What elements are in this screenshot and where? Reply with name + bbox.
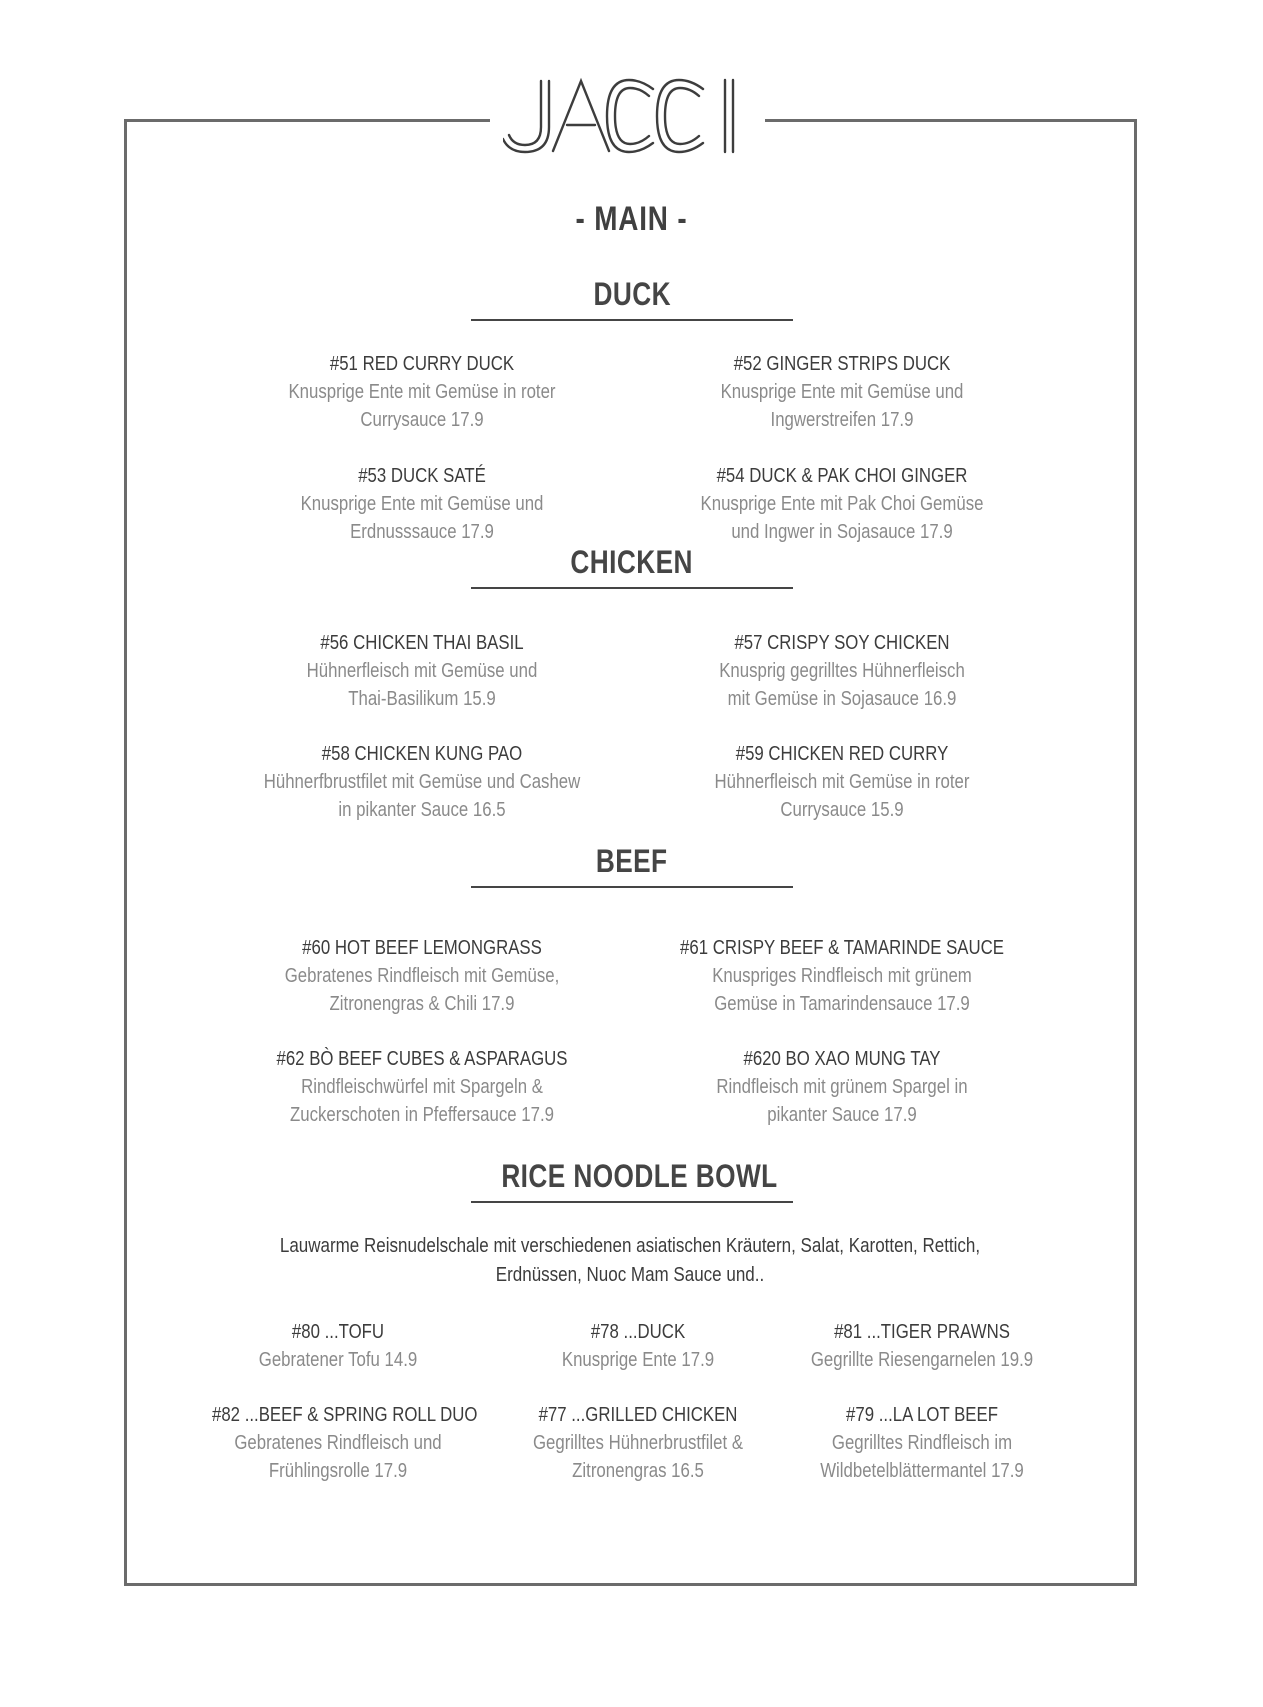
section-title: DUCK bbox=[593, 276, 671, 312]
item-description: Frühlingsrolle 17.9 bbox=[268, 1460, 408, 1482]
menu-item bbox=[488, 1318, 788, 1374]
item-description: Wildbetelblättermantel 17.9 bbox=[820, 1460, 1024, 1482]
item-name: #81 ...TIGER PRAWNS bbox=[834, 1321, 1010, 1343]
item-description: Knuspriges Rindfleisch mit grünem bbox=[712, 965, 972, 987]
item-name: #51 RED CURRY DUCK bbox=[329, 353, 515, 375]
section-title: BEEF bbox=[596, 843, 668, 879]
section-divider bbox=[471, 587, 793, 589]
item-description: Currysauce 15.9 bbox=[780, 799, 904, 821]
menu-item bbox=[632, 629, 1052, 713]
item-name: #59 CHICKEN RED CURRY bbox=[735, 743, 949, 765]
menu-item bbox=[488, 1401, 788, 1485]
item-name: #62 BÒ BEEF CUBES & ASPARAGUS bbox=[276, 1048, 568, 1070]
section-title: RICE NOODLE BOWL bbox=[501, 1158, 778, 1194]
menu-item bbox=[212, 350, 632, 434]
item-description: Erdnusssauce 17.9 bbox=[350, 521, 494, 543]
item-description: Gegrilltes Hühnerbrustfilet & bbox=[532, 1432, 744, 1454]
item-description: Zuckerschoten in Pfeffersauce 17.9 bbox=[290, 1104, 554, 1126]
item-description: Rindfleischwürfel mit Spargeln & bbox=[301, 1076, 543, 1098]
menu-item bbox=[632, 462, 1052, 546]
item-description: Zitronengras & Chili 17.9 bbox=[329, 993, 515, 1015]
menu-item bbox=[632, 350, 1052, 434]
menu-item bbox=[212, 740, 632, 824]
section-header-chicken bbox=[471, 544, 793, 589]
item-description: Rindfleisch mit grünem Spargel in bbox=[716, 1076, 968, 1098]
item-description: Hühnerfbrustfilet mit Gemüse und Cashew bbox=[263, 771, 581, 793]
section-header-rice-noodle-bowl bbox=[471, 1158, 793, 1203]
item-name: #54 DUCK & PAK CHOI GINGER bbox=[716, 465, 968, 487]
menu-item bbox=[632, 1045, 1052, 1129]
item-description: Gebratener Tofu 14.9 bbox=[258, 1349, 418, 1371]
item-description: Thai-Basilikum 15.9 bbox=[348, 688, 496, 710]
item-name: #61 CRISPY BEEF & TAMARINDE SAUCE bbox=[680, 937, 1004, 959]
item-description: Currysauce 17.9 bbox=[360, 409, 484, 431]
item-name: #77 ...GRILLED CHICKEN bbox=[538, 1404, 738, 1426]
item-name: #80 ...TOFU bbox=[291, 1321, 385, 1343]
item-description: Knusprige Ente mit Gemüse und bbox=[720, 381, 964, 403]
menu-item bbox=[772, 1401, 1072, 1485]
item-description: Ingwerstreifen 17.9 bbox=[770, 409, 914, 431]
item-description: Gegrillte Riesengarnelen 19.9 bbox=[810, 1349, 1034, 1371]
item-description: Hühnerfleisch mit Gemüse in roter bbox=[714, 771, 970, 793]
item-description: Gegrilltes Rindfleisch im bbox=[831, 1432, 1013, 1454]
item-description: Knusprige Ente mit Gemüse in roter bbox=[288, 381, 556, 403]
intro-line: Lauwarme Reisnudelschale mit verschiedenen asiatischen Kräutern, Salat, Karotten, Rettich, bbox=[279, 1235, 981, 1257]
item-description: Knusprige Ente mit Gemüse und bbox=[300, 493, 544, 515]
menu-title: - MAIN - bbox=[575, 200, 688, 238]
item-description: mit Gemüse in Sojasauce 16.9 bbox=[727, 688, 957, 710]
item-name: #53 DUCK SATÉ bbox=[358, 465, 486, 487]
menu-item bbox=[212, 462, 632, 546]
section-header-duck bbox=[471, 276, 793, 321]
section-header-beef bbox=[471, 843, 793, 888]
item-description: Gemüse in Tamarindensauce 17.9 bbox=[714, 993, 970, 1015]
item-description: Knusprige Ente 17.9 bbox=[561, 1349, 715, 1371]
section-divider bbox=[471, 319, 793, 321]
menu-item bbox=[212, 934, 632, 1018]
menu-item bbox=[632, 934, 1052, 1018]
item-name: #56 CHICKEN THAI BASIL bbox=[320, 632, 524, 654]
section-divider bbox=[471, 886, 793, 888]
item-name: #82 ...BEEF & SPRING ROLL DUO bbox=[212, 1404, 478, 1426]
section-title: CHICKEN bbox=[570, 544, 694, 580]
item-name: #58 CHICKEN KUNG PAO bbox=[321, 743, 523, 765]
section-intro bbox=[200, 1232, 1060, 1290]
item-description: Knusprige Ente mit Pak Choi Gemüse bbox=[700, 493, 984, 515]
item-description: und Ingwer in Sojasauce 17.9 bbox=[731, 521, 953, 543]
jacci-logo-mark bbox=[503, 75, 753, 155]
item-name: #78 ...DUCK bbox=[590, 1321, 686, 1343]
menu-item bbox=[212, 1045, 632, 1129]
item-description: in pikanter Sauce 16.5 bbox=[338, 799, 506, 821]
item-name: #620 BO XAO MUNG TAY bbox=[743, 1048, 941, 1070]
section-divider bbox=[471, 1201, 793, 1203]
jacci-logo bbox=[490, 70, 765, 160]
item-name: #57 CRISPY SOY CHICKEN bbox=[734, 632, 950, 654]
item-description: Gebratenes Rindfleisch und bbox=[234, 1432, 442, 1454]
item-name: #52 GINGER STRIPS DUCK bbox=[733, 353, 951, 375]
item-name: #60 HOT BEEF LEMONGRASS bbox=[302, 937, 542, 959]
item-description: pikanter Sauce 17.9 bbox=[767, 1104, 917, 1126]
menu-item bbox=[772, 1318, 1072, 1374]
menu-item bbox=[212, 629, 632, 713]
item-name: #79 ...LA LOT BEEF bbox=[846, 1404, 998, 1426]
menu-item bbox=[632, 740, 1052, 824]
intro-line: Erdnüssen, Nuoc Mam Sauce und.. bbox=[495, 1264, 765, 1286]
menu-item bbox=[188, 1401, 488, 1485]
item-description: Knusprig gegrilltes Hühnerfleisch bbox=[719, 660, 965, 682]
item-description: Gebratenes Rindfleisch mit Gemüse, bbox=[284, 965, 560, 987]
item-description: Zitronengras 16.5 bbox=[572, 1460, 704, 1482]
menu-item bbox=[188, 1318, 488, 1374]
item-description: Hühnerfleisch mit Gemüse und bbox=[306, 660, 538, 682]
